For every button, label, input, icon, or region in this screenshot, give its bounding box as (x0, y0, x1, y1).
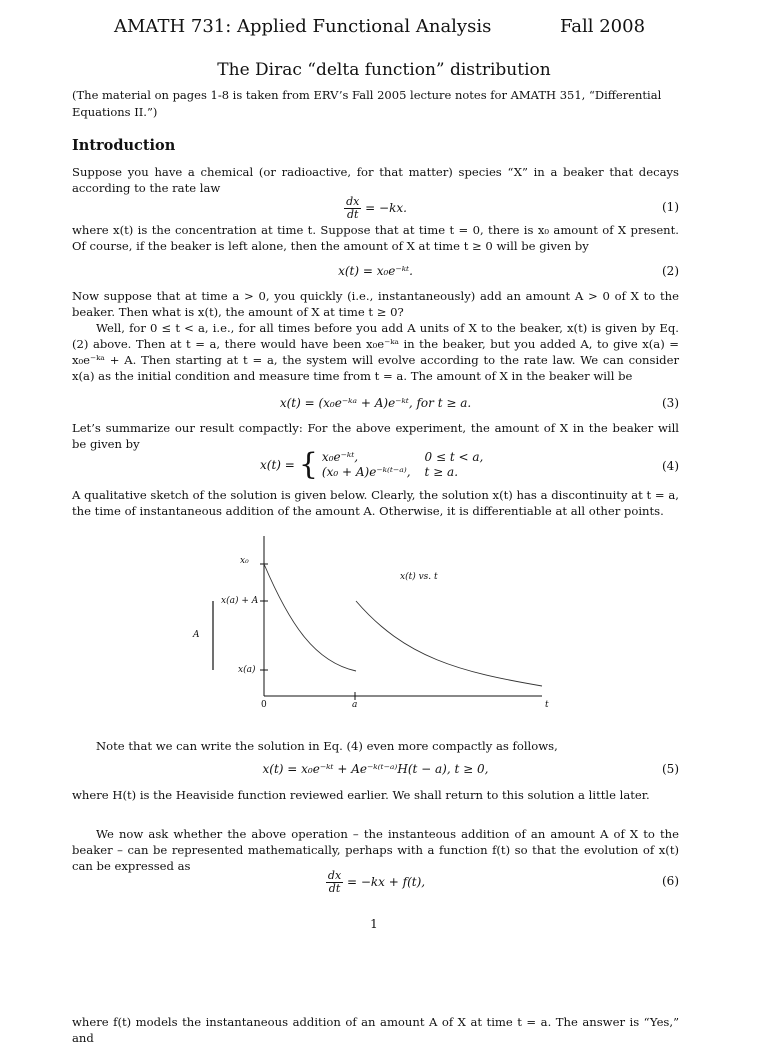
equation-2 (72, 264, 679, 284)
course-title: AMATH 731: Applied Functional Analysis (114, 16, 492, 37)
paragraph-6: A qualitative sketch of the solution is given below. Clearly, the solution x(t) has a discontinuity at t = a, the time of instantaneous addition of the amount A. Otherwise, it is differentiable at all other points. (72, 488, 679, 518)
equation-1-body (72, 196, 679, 221)
y-label-xa-plus-A: x(a) + A (221, 596, 259, 606)
equation-5 (72, 762, 679, 782)
paragraph-4: Well, for 0 ≤ t < a, i.e., for all times before you add A units of X to the beaker, x(t) is given by Eq. (2) above. Then at t = a, there would have been x₀e⁻ᵏᵃ in the beaker, but you added A, to give x(a) = x₀e⁻ᵏᵃ + A. Then starting at t = a, the system will evolve according to the rate law. We can consider x(a) as the initial condition and measure time from t = a. The amount of X in the beaker will be (72, 321, 679, 383)
equation-1-rhs: = −kx. (365, 201, 407, 215)
paragraph-10: where f(t) models the instantaneous addition of an amount A of X at time t = a. The answer is “Yes,” and (72, 1015, 679, 1045)
equation-1 (72, 196, 679, 222)
decay-curve-before-a (264, 564, 356, 671)
equation-3-body: x(t) = (x₀e⁻ᵏᵃ + A)e⁻ᵏᵗ, for t ≥ a. (279, 396, 472, 410)
equation-6-body (72, 870, 679, 895)
equation-2-label: (2) (662, 264, 679, 278)
derivative-fraction-6: $\frac{dx}{dt}$ (327, 869, 342, 895)
equation-2-body: x(t) = x₀e⁻ᵏᵗ. (338, 264, 413, 278)
y-label-x0: x₀ (240, 556, 249, 566)
paragraph-5: Let’s summarize our result compactly: For the above experiment, the amount of X in the beaker will be given by (72, 421, 679, 451)
source-note: (The material on pages 1-8 is taken from ERV’s Fall 2005 lecture notes for AMATH 351, “Differential Equations II.”) (72, 88, 662, 119)
equation-4-body (260, 447, 484, 482)
equation-6-label: (6) (662, 874, 679, 888)
equation-1-label: (1) (662, 200, 679, 214)
x-label-zero: 0 (261, 700, 267, 710)
equation-3-label: (3) (662, 396, 679, 410)
equation-4-cases: x₀e⁻ᵏᵗ, (x₀ + A)e⁻ᵏ⁽ᵗ⁻ᵃ⁾, (321, 450, 411, 479)
curve-label: x(t) vs. t (400, 572, 438, 582)
x-label-a: a (352, 700, 358, 710)
equation-6 (72, 870, 679, 896)
decay-curve-after-a (356, 601, 542, 686)
x-axis-label-t: t (545, 700, 549, 710)
paragraph-7: Note that we can write the solution in Eq. (4) even more compactly as follows, (96, 739, 558, 753)
equation-4 (72, 447, 679, 484)
page-header (0, 14, 768, 42)
paragraph-3: Now suppose that at time a > 0, you quickly (i.e., instantaneously) add an amount A > 0 of X to the beaker. Then what is x(t), the amount of X at time t ≥ 0? (72, 289, 679, 319)
equation-4-label: (4) (662, 459, 679, 473)
equation-4-lhs: x(t) = (260, 458, 295, 472)
y-label-xa: x(a) (238, 665, 256, 675)
jump-label-A: A (193, 630, 200, 640)
equation-5-body: x(t) = x₀e⁻ᵏᵗ + Ae⁻ᵏ⁽ᵗ⁻ᵃ⁾H(t − a), t ≥ 0, (262, 762, 489, 776)
section-heading: Introduction (72, 137, 176, 154)
page-number: 1 (370, 917, 378, 931)
equation-3 (72, 396, 679, 416)
equation-4-conditions: 0 ≤ t < a, t ≥ a. (424, 450, 484, 479)
paragraph-1: Suppose you have a chemical (or radioactive, for that matter) species “X” in a beaker that decays according to the rate law (72, 165, 679, 195)
equation-6-rhs: = −kx + f(t), (346, 875, 426, 889)
document-title: The Dirac “delta function” distribution (217, 60, 551, 80)
term-label: Fall 2008 (560, 16, 646, 37)
equation-5-label: (5) (662, 762, 679, 776)
derivative-fraction: $\frac{dx}{dt}$ (346, 195, 360, 221)
paragraph-9: We now ask whether the above operation – the instanteous addition of an amount A of X to the beaker – can be represented mathematically, perhaps with a function f(t) so that the evolution of x(t) can be expressed as (72, 827, 679, 873)
paragraph-2: where x(t) is the concentration at time t. Suppose that at time t = 0, there is x₀ amount of X present. Of course, if the beaker is left alone, then the amount of X at time t ≥ 0 will be given by (72, 223, 679, 253)
left-brace: { (298, 447, 318, 482)
paragraph-8: where H(t) is the Heaviside function reviewed earlier. We shall return to this solution a little later. (72, 788, 650, 802)
